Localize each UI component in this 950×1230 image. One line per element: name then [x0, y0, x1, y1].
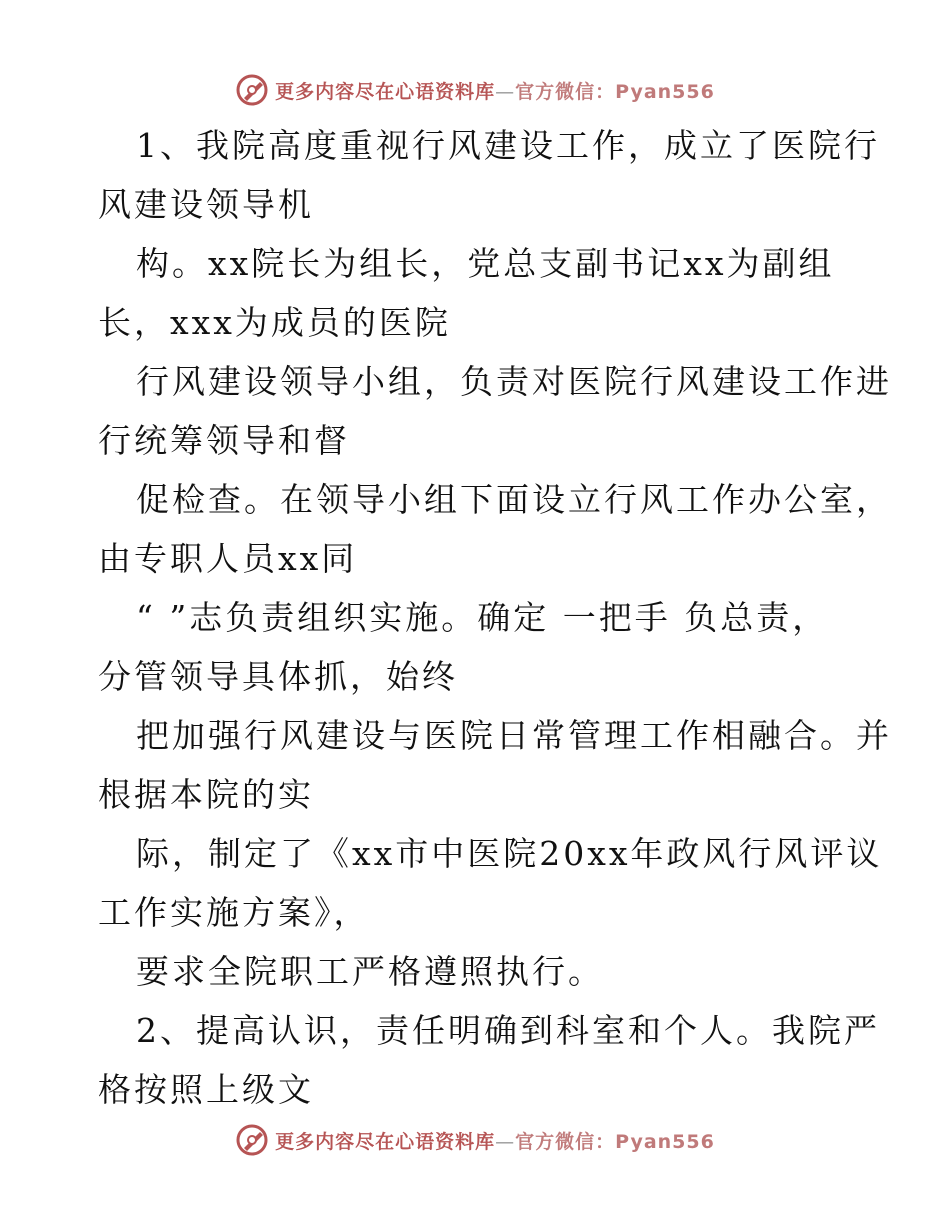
text-line: 行统筹领导和督: [98, 421, 350, 460]
text-line: 要求全院职工严格遵照执行。: [136, 952, 604, 991]
watermark-wechat-text: 官方微信：Pyan556: [515, 1130, 715, 1153]
text-line: 际，制定了《xx市中医院20xx年政风行风评议: [136, 834, 883, 873]
watermark-site-text: 更多内容尽在心语资料库: [275, 1130, 496, 1153]
text-line: 格按照上级文: [98, 1070, 314, 1109]
watermark-wechat-text: 官方微信：Pyan556: [515, 80, 715, 103]
text-line: 促检查。在领导小组下面设立行风工作办公室，: [136, 480, 892, 519]
text-line: 把加强行风建设与医院日常管理工作相融合。并: [136, 716, 892, 755]
pen-logo-icon: [235, 1123, 269, 1157]
text-line: 构。xx院长为组长，党总支副书记xx为副组: [136, 244, 835, 283]
watermark-site-text: 更多内容尽在心语资料库: [275, 80, 496, 103]
text-line: 由专职人员xx同: [98, 539, 358, 578]
watermark-text: [275, 77, 715, 104]
text-line: 根据本院的实: [98, 775, 314, 814]
text-line: “ ”志负责组织实施。确定 一把手 负总责，: [136, 598, 829, 637]
document-body: [98, 116, 892, 1119]
text-line: 1、我院高度重视行风建设工作，成立了医院行: [136, 126, 880, 165]
watermark-separator: —: [495, 80, 516, 103]
watermark-header: [0, 70, 950, 110]
watermark-separator: —: [495, 1130, 516, 1153]
text-line: 风建设领导机: [98, 185, 314, 224]
pen-logo-icon: [235, 73, 269, 107]
text-line: 分管领导具体抓，始终: [98, 657, 458, 696]
watermark-footer: [0, 1120, 950, 1160]
text-line: 行风建设领导小组，负责对医院行风建设工作进: [136, 362, 892, 401]
watermark-text: [275, 1127, 715, 1154]
text-line: 长，xxx为成员的医院: [98, 303, 451, 342]
text-line: 工作实施方案》，: [98, 893, 370, 932]
text-line: 2、提高认识，责任明确到科室和个人。我院严: [136, 1011, 880, 1050]
